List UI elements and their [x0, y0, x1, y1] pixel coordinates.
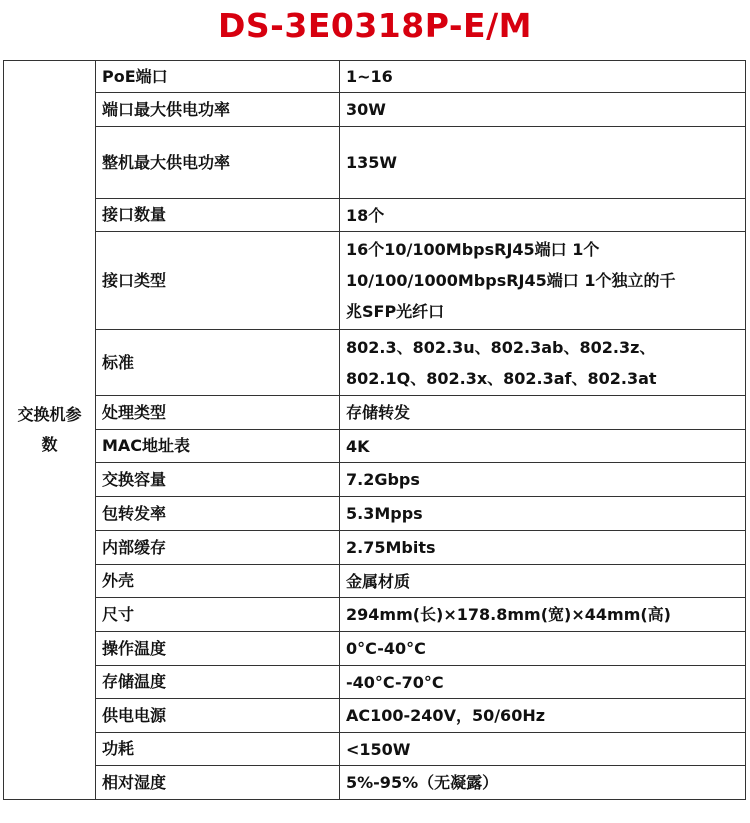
spec-value-line: 802.1Q、802.3x、802.3af、802.3at — [346, 368, 657, 388]
table-row — [4, 330, 746, 396]
spec-value — [340, 666, 746, 699]
spec-value — [340, 199, 746, 232]
spec-value-line: 294mm(长)×178.8mm(宽)×44mm(高) — [346, 605, 671, 624]
spec-value-line: 0°C-40°C — [346, 639, 426, 658]
spec-label: 处理类型 — [96, 396, 340, 430]
spec-value — [340, 232, 746, 330]
table-row — [4, 699, 746, 733]
table-row — [4, 232, 746, 330]
spec-value — [340, 430, 746, 463]
spec-value — [340, 127, 746, 199]
spec-value — [340, 733, 746, 766]
spec-table — [3, 60, 746, 800]
spec-label: 操作温度 — [96, 632, 340, 666]
spec-value-line: 802.3、802.3u、802.3ab、802.3z、 — [346, 337, 656, 357]
spec-value-line: 4K — [346, 436, 370, 456]
spec-label: 标准 — [96, 330, 340, 396]
spec-label: 整机最大供电功率 — [96, 127, 340, 199]
spec-value — [340, 598, 746, 632]
spec-value-line: <150W — [346, 739, 411, 759]
spec-value-line: 7.2Gbps — [346, 470, 420, 489]
page-title: DS-3E0318P-E/M — [218, 6, 532, 45]
spec-label: 外壳 — [96, 565, 340, 598]
table-row — [4, 666, 746, 699]
spec-label: MAC地址表 — [96, 430, 340, 463]
spec-value-line: AC100-240V，50/60Hz — [346, 706, 546, 725]
table-row — [4, 497, 746, 531]
spec-label: 内部缓存 — [96, 531, 340, 565]
spec-value — [340, 766, 746, 800]
spec-value-line: 135W — [346, 153, 398, 172]
spec-label: 功耗 — [96, 733, 340, 766]
table-row — [4, 598, 746, 632]
spec-label: 包转发率 — [96, 497, 340, 531]
table-row — [4, 93, 746, 127]
spec-value-line: 18个 — [346, 205, 385, 225]
table-row — [4, 531, 746, 565]
spec-label: 交换容量 — [96, 463, 340, 497]
spec-value-line: 5.3Mpps — [346, 504, 423, 523]
table-row — [4, 632, 746, 666]
spec-value — [340, 463, 746, 497]
table-row — [4, 565, 746, 598]
table-row — [4, 199, 746, 232]
spec-label: 存储温度 — [96, 666, 340, 699]
table-row — [4, 430, 746, 463]
spec-value — [340, 699, 746, 733]
spec-label: 接口数量 — [96, 199, 340, 232]
spec-value — [340, 531, 746, 565]
table-row — [4, 766, 746, 800]
spec-value-line: 16个10/100MbpsRJ45端口 1个 — [346, 240, 600, 259]
spec-value — [340, 330, 746, 396]
table-row — [4, 396, 746, 430]
spec-value-line: 10/100/1000MbpsRJ45端口 1个独立的千 — [346, 271, 676, 290]
spec-value — [340, 497, 746, 531]
spec-label: 尺寸 — [96, 598, 340, 632]
group-label: 交换机参数 — [4, 61, 96, 800]
table-row — [4, 61, 746, 93]
spec-label: 供电电源 — [96, 699, 340, 733]
spec-label: 相对湿度 — [96, 766, 340, 800]
spec-value — [340, 565, 746, 598]
spec-value — [340, 632, 746, 666]
spec-value-line: 金属材质 — [346, 571, 411, 591]
spec-value — [340, 396, 746, 430]
spec-value — [340, 93, 746, 127]
spec-value-line: 30W — [346, 100, 386, 119]
table-row — [4, 463, 746, 497]
spec-label: 端口最大供电功率 — [96, 93, 340, 127]
table-row — [4, 733, 746, 766]
spec-value-line: 存储转发 — [346, 403, 411, 422]
spec-value-line: -40°C-70°C — [346, 672, 444, 692]
table-row — [4, 127, 746, 199]
spec-label: 接口类型 — [96, 232, 340, 330]
spec-value-line: 兆SFP光纤口 — [346, 302, 445, 321]
spec-value-line: 1~16 — [346, 67, 393, 86]
spec-value — [340, 61, 746, 93]
spec-label: PoE端口 — [96, 61, 340, 93]
spec-value-line: 2.75Mbits — [346, 538, 436, 557]
spec-value-line: 5%-95%（无凝露） — [346, 773, 499, 792]
